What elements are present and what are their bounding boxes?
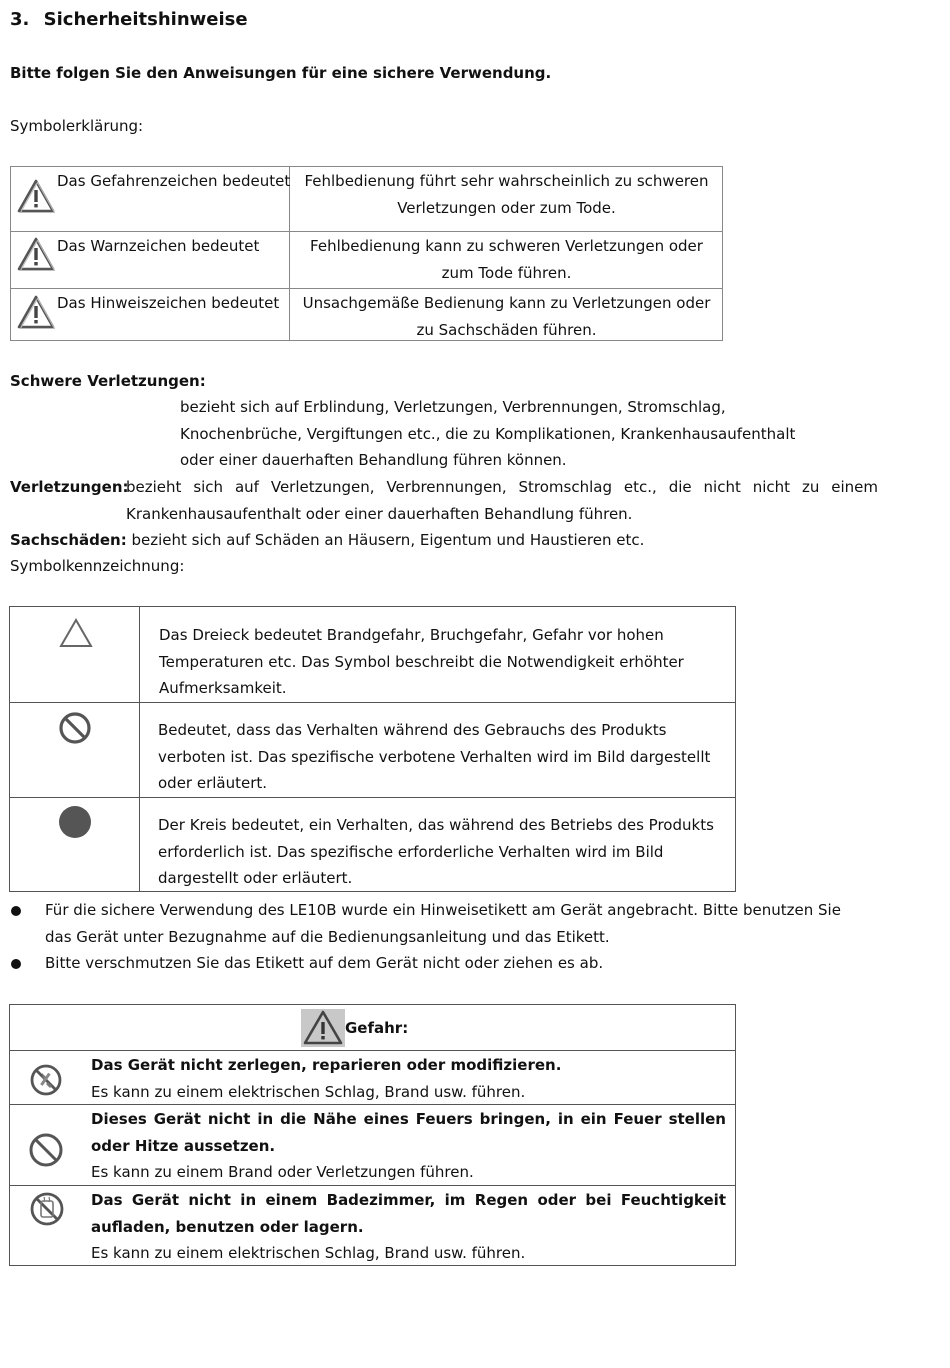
- definition-text-injuries: bezieht sich auf Verletzungen, Verbrennungen, Stromschlag etc., die nicht nicht zu einem Krankenhausaufenthalt oder einer dauerhaften Behandlung führen.: [126, 478, 878, 523]
- definition-term-damage: Sachschäden:: [10, 531, 127, 549]
- symbol-marking-label: Symbolkennzeichnung:: [10, 557, 185, 575]
- definition-term-injuries: Verletzungen:: [10, 478, 129, 496]
- definition-damage: [10, 527, 644, 554]
- danger-text: [91, 1106, 726, 1186]
- signal-word-label: Das Gefahrenzeichen bedeutet: [57, 172, 291, 190]
- warning-triangle-icon: [17, 179, 55, 213]
- table-row: [10, 703, 735, 798]
- danger-consequence: Es kann zu einem Brand oder Verletzungen führen.: [91, 1163, 474, 1181]
- table-row: [10, 1105, 735, 1186]
- danger-consequence: Es kann zu einem elektrischen Schlag, Brand usw. führen.: [91, 1244, 526, 1262]
- symbol-description: Bedeutet, dass das Verhalten während des Gebrauchs des Produkts verboten ist. Das spezifische verbotene Verhalten wird im Bild dargestellt oder erläutert.: [158, 721, 711, 792]
- definition-text-damage: bezieht sich auf Schäden an Häusern, Eigentum und Haustieren etc.: [131, 531, 645, 549]
- signal-word-label: Das Warnzeichen bedeutet: [57, 237, 260, 255]
- no-wet-environment-icon: [28, 1191, 66, 1227]
- signal-word-description: Fehlbedienung führt sehr wahrscheinlich zu schweren Verletzungen oder zum Tode.: [304, 172, 709, 217]
- table-row: [10, 1186, 735, 1267]
- prohibition-icon: [28, 1133, 64, 1167]
- section-number: 3.: [10, 9, 30, 30]
- definition-text-severe: bezieht sich auf Erblindung, Verletzungen, Verbrennungen, Stromschlag, Knochenbrüche, Vergiftungen etc., die zu Komplikationen, Krankenhausaufenthalt oder einer dauerhaften Behandlung führen können.: [180, 398, 796, 469]
- table-row: [11, 232, 722, 289]
- danger-consequence: Es kann zu einem elektrischen Schlag, Brand usw. führen.: [91, 1082, 526, 1101]
- prohibition-icon: [58, 711, 92, 745]
- danger-instruction: Das Gerät nicht zerlegen, reparieren oder modifizieren.: [91, 1056, 562, 1074]
- signal-word-description: Unsachgemäße Bedienung kann zu Verletzungen oder zu Sachschäden führen.: [302, 294, 711, 339]
- symbol-table: [9, 606, 736, 892]
- table-row: [11, 167, 722, 232]
- danger-text: [91, 1187, 726, 1267]
- symbol-description: Der Kreis bedeutet, ein Verhalten, das während des Betriebs des Produkts erforderlich ist. Das spezifische erforderliche Verhalten wird im Bild dargestellt oder erläutert.: [158, 816, 714, 887]
- section-heading: [10, 7, 248, 34]
- definition-term-severe: Schwere Verletzungen:: [10, 372, 206, 390]
- table-row: [10, 607, 735, 703]
- table-row: [11, 289, 722, 342]
- signal-word-label: Das Hinweiszeichen bedeutet: [57, 294, 280, 312]
- danger-header-row: [10, 1005, 735, 1051]
- danger-table: [9, 1004, 736, 1266]
- triangle-outline-icon: [58, 617, 94, 649]
- section-title: Sicherheitshinweise: [43, 9, 248, 30]
- warning-triangle-icon: [17, 295, 55, 329]
- warning-triangle-icon: [301, 1009, 345, 1047]
- danger-header: [301, 1009, 408, 1047]
- signal-word-table: [10, 166, 723, 341]
- symbol-explanation-label: Symbolerklärung:: [10, 117, 144, 135]
- no-disassembly-icon: [28, 1064, 64, 1096]
- intro-text: Bitte folgen Sie den Anweisungen für eine sichere Verwendung.: [10, 64, 552, 82]
- danger-instruction: Das Gerät nicht in einem Badezimmer, im Regen oder bei Feuchtigkeit aufladen, benutzen oder lagern.: [91, 1191, 726, 1236]
- danger-instruction: Dieses Gerät nicht in die Nähe eines Feuers bringen, in ein Feuer stellen oder Hitze aussetzen.: [91, 1110, 726, 1155]
- danger-heading: Gefahr:: [345, 1018, 409, 1037]
- table-row: [10, 1051, 735, 1105]
- bullet-item: Für die sichere Verwendung des LE10B wurde ein Hinweisetikett am Gerät angebracht. Bitte benutzen Sie das Gerät unter Bezugnahme auf die Bedienungsanleitung und das Etikett.: [45, 901, 841, 946]
- danger-text: [91, 1052, 726, 1105]
- warning-triangle-icon: [17, 237, 55, 271]
- signal-word-description: Fehlbedienung kann zu schweren Verletzungen oder zum Tode führen.: [310, 237, 703, 282]
- filled-circle-icon: [58, 805, 92, 839]
- table-row: [10, 798, 735, 893]
- bullet-item: Bitte verschmutzen Sie das Etikett auf dem Gerät nicht oder ziehen es ab.: [45, 954, 604, 972]
- symbol-description: Das Dreieck bedeutet Brandgefahr, Bruchgefahr, Gefahr vor hohen Temperaturen etc. Das Symbol beschreibt die Notwendigkeit erhöhter Aufmerksamkeit.: [159, 626, 684, 697]
- bullet-icon: [11, 906, 21, 916]
- bullet-icon: [11, 959, 21, 969]
